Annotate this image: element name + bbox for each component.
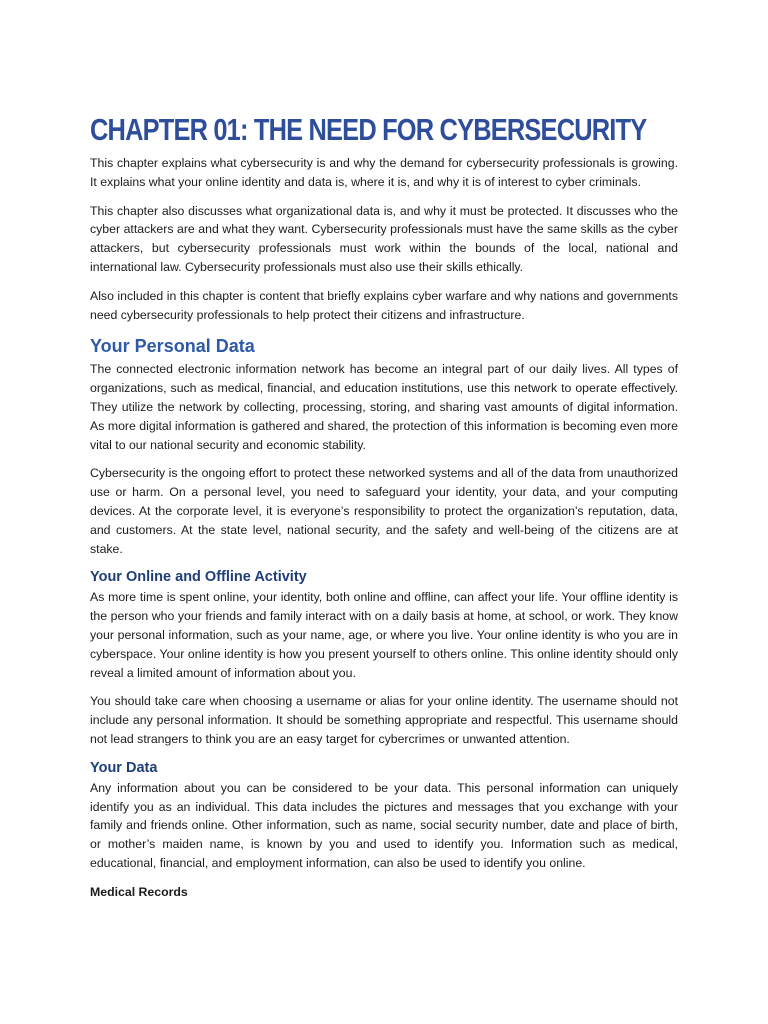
chapter-intro-paragraph-3: Also included in this chapter is content that briefly explains cyber warfare and why nations and governments need cybersecurity professionals to help protect their citizens and infrastructure. [90,288,678,322]
minor-heading-medical-records: Medical Records [90,884,188,899]
chapter-intro-paragraph-2: This chapter also discusses what organizational data is, and why it must be protected. It discusses who the cyber attackers are and what they want. Cybersecurity professionals must have the same skills as the cyber attackers, but cybersecurity professionals must work within the bounds of the local, national and international law. Cybersecurity professionals must also use their skills ethically. [90,203,678,274]
personal-data-paragraph-2: Cybersecurity is the ongoing effort to protect these networked systems and all of the data from unauthorized use or harm. On a personal level, you need to safeguard your identity, your data, and your computing devices. At the corporate level, it is everyone’s responsibility to protect the organization’s reputation, data, and customers. At the state level, national security, and the safety and well-being of the citizens are at stake. [90,466,678,556]
personal-data-paragraph-1: The connected electronic information network has become an integral part of our daily lives. All types of organizations, such as medical, financial, and education institutions, use this network to operate effectively. They utilize the network by collecting, processing, storing, and sharing vast amounts of digital information. As more digital information is gathered and shared, the protection of this information is becoming even more vital to our national security and economic stability. [90,362,678,452]
section-heading-personal-data: Your Personal Data [90,336,255,357]
subsection-heading-online-offline: Your Online and Offline Activity [90,569,307,586]
page-content [90,112,678,901]
subsection-heading-your-data: Your Data [90,759,158,776]
online-offline-paragraph-2: You should take care when choosing a username or alias for your online identity. The username should not include any personal information. It should be something appropriate and respectful. This username should not lead strangers to think you are an easy target for cybercrimes or unwanted attention. [90,694,678,746]
chapter-intro-paragraph-1: This chapter explains what cybersecurity is and why the demand for cybersecurity professionals is growing. It explains what your online identity and data is, where it is, and why it is of interest to cyber criminals. [90,156,678,189]
chapter-title: CHAPTER 01: THE NEED FOR CYBERSECURITY [90,112,647,147]
online-offline-paragraph-1: As more time is spent online, your identity, both online and offline, can affect your life. Your offline identity is the person who your friends and family interact with on a daily basis at home, at school, or work. They know your personal information, such as your name, age, or where you live. Your online identity is who you are in cyberspace. Your online identity is how you present yourself to others online. This online identity should only reveal a limited amount of information about you. [90,590,678,680]
your-data-paragraph-1: Any information about you can be considered to be your data. This personal information can uniquely identify you as an individual. This data includes the pictures and messages that you exchange with your family and friends online. Other information, such as name, social security number, date and place of birth, or mother’s maiden name, is known by you and used to identify you. Information such as medical, educational, financial, and employment information, can also be used to identify you online. [90,780,678,870]
